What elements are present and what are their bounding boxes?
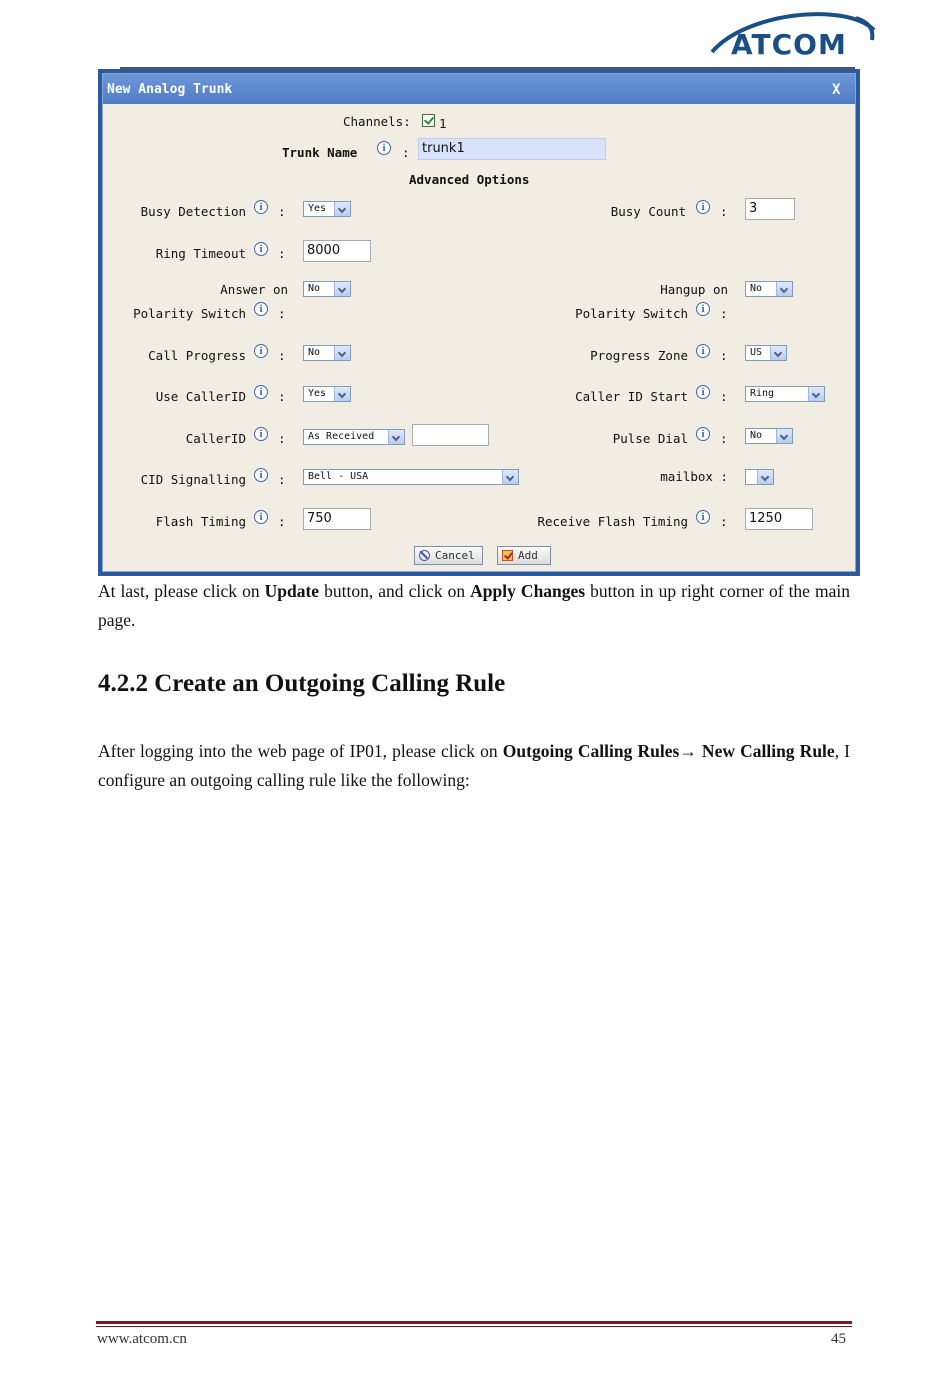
colon: : [720,431,728,446]
ring-timeout-info-icon[interactable]: i [254,242,268,256]
advanced-options-heading: Advanced Options [409,172,530,187]
colon: : [278,204,286,219]
section-heading: 4.2.2 Create an Outgoing Calling Rule [98,670,506,697]
ring-timeout-input[interactable]: 8000 [303,240,371,262]
colon: : [720,389,728,404]
flash-timing-label: Flash Timing [155,514,246,529]
chevron-down-icon [757,470,773,484]
cid-signalling-label: CID Signalling [140,472,246,487]
trunk-name-input[interactable]: trunk1 [418,138,606,160]
update-button-reference: Update [264,581,320,601]
hangup-on-label-line2: Polarity Switch [575,306,688,321]
checkmark-icon [502,550,513,561]
pulse-dial-info-icon[interactable]: i [696,427,710,441]
outgoing-calling-rules-reference: Outgoing Calling Rules [502,741,680,761]
busy-count-info-icon[interactable]: i [696,200,710,214]
chevron-down-icon [334,202,350,216]
colon: : [278,246,286,261]
caller-id-start-info-icon[interactable]: i [696,385,710,399]
cancel-icon [419,550,430,561]
colon: : [720,514,728,529]
busy-detection-select[interactable]: Yes [303,201,351,217]
busy-detection-label: Busy Detection [140,204,246,219]
mailbox-label: mailbox : [660,469,728,484]
colon: : [720,204,728,219]
dialog-body [102,73,856,572]
colon: : [278,348,286,363]
call-progress-label: Call Progress [148,348,246,363]
call-progress-info-icon[interactable]: i [254,344,268,358]
flash-timing-info-icon[interactable]: i [254,510,268,524]
mailbox-select[interactable] [745,469,774,485]
use-callerid-select[interactable]: Yes [303,386,351,402]
answer-on-info-icon[interactable]: i [254,302,268,316]
pulse-dial-select[interactable]: No [745,428,793,444]
chevron-down-icon [776,429,792,443]
text: button, and click on [319,581,471,601]
pulse-dial-label: Pulse Dial [612,431,688,446]
add-button[interactable] [497,546,551,565]
colon: : [720,348,728,363]
ring-timeout-label: Ring Timeout [155,246,246,261]
callerid-label: CallerID [185,431,246,446]
trunk-name-label: Trunk Name [282,145,358,160]
add-button-label: Add [518,549,538,562]
use-callerid-info-icon[interactable]: i [254,385,268,399]
colon: : [278,514,286,529]
colon: : [278,431,286,446]
cancel-button[interactable] [414,546,483,565]
chevron-down-icon [770,346,786,360]
text: At last, please click on [98,581,265,601]
progress-zone-info-icon[interactable]: i [696,344,710,358]
chevron-down-icon [808,387,824,401]
progress-zone-label: Progress Zone [590,348,688,363]
text: button in up right corner of the main page. [98,581,850,630]
callerid-info-icon[interactable]: i [254,427,268,441]
answer-on-polarity-select[interactable]: No [303,281,351,297]
cid-signalling-select[interactable]: Bell - USA [303,469,519,485]
text: After logging into the web page of IP01, please click on [98,741,503,761]
callerid-text-input[interactable] [412,424,489,446]
use-callerid-label: Use CallerID [155,389,246,404]
new-analog-trunk-dialog [98,69,860,576]
channels-label: Channels: [343,114,411,129]
page-number: 45 [831,1331,846,1347]
dialog-titlebar [103,74,855,104]
caller-id-start-label: Caller ID Start [575,389,688,404]
footer-website: www.atcom.cn [97,1331,187,1347]
colon: : [278,306,286,321]
colon: : [278,389,286,404]
text: , I configure an outgoing calling rule like the following: [98,741,851,790]
hangup-on-polarity-select[interactable]: No [745,281,793,297]
colon: : [720,306,728,321]
caller-id-start-select[interactable]: Ring [745,386,825,402]
channel-number: 1 [439,116,447,131]
footer-rule-thin [96,1326,852,1327]
footer-rule [96,1321,852,1324]
callerid-select[interactable]: As Received [303,429,405,445]
chevron-down-icon [502,470,518,484]
atcom-logo: ATCOM [731,28,847,61]
close-button[interactable]: X [832,82,841,98]
instruction-paragraph [98,577,850,635]
new-calling-rule-reference: New Calling Rule [696,741,835,761]
busy-detection-info-icon[interactable]: i [254,200,268,214]
outgoing-rule-paragraph [98,737,850,795]
receive-flash-timing-label: Receive Flash Timing [537,514,688,529]
hangup-on-info-icon[interactable]: i [696,302,710,316]
chevron-down-icon [776,282,792,296]
dialog-title: New Analog Trunk [107,82,233,97]
busy-count-label: Busy Count [610,204,686,219]
arrow-icon: → [679,741,697,761]
trunk-name-info-icon[interactable]: i [377,141,391,155]
answer-on-label-line1: Answer on [220,282,288,297]
cancel-button-label: Cancel [435,549,475,562]
cid-signalling-info-icon[interactable]: i [254,468,268,482]
call-progress-select[interactable]: No [303,345,351,361]
receive-flash-timing-info-icon[interactable]: i [696,510,710,524]
colon: : [402,145,410,160]
answer-on-label-line2: Polarity Switch [133,306,246,321]
colon: : [278,472,286,487]
chevron-down-icon [334,346,350,360]
hangup-on-label-line1: Hangup on [660,282,728,297]
progress-zone-select[interactable]: US [745,345,787,361]
receive-flash-timing-input[interactable]: 1250 [745,508,813,530]
chevron-down-icon [388,430,404,444]
chevron-down-icon [334,387,350,401]
chevron-down-icon [334,282,350,296]
apply-changes-reference: Apply Changes [470,581,586,601]
flash-timing-input[interactable]: 750 [303,508,371,530]
busy-count-input[interactable]: 3 [745,198,795,220]
channel-checkbox[interactable] [422,114,435,127]
